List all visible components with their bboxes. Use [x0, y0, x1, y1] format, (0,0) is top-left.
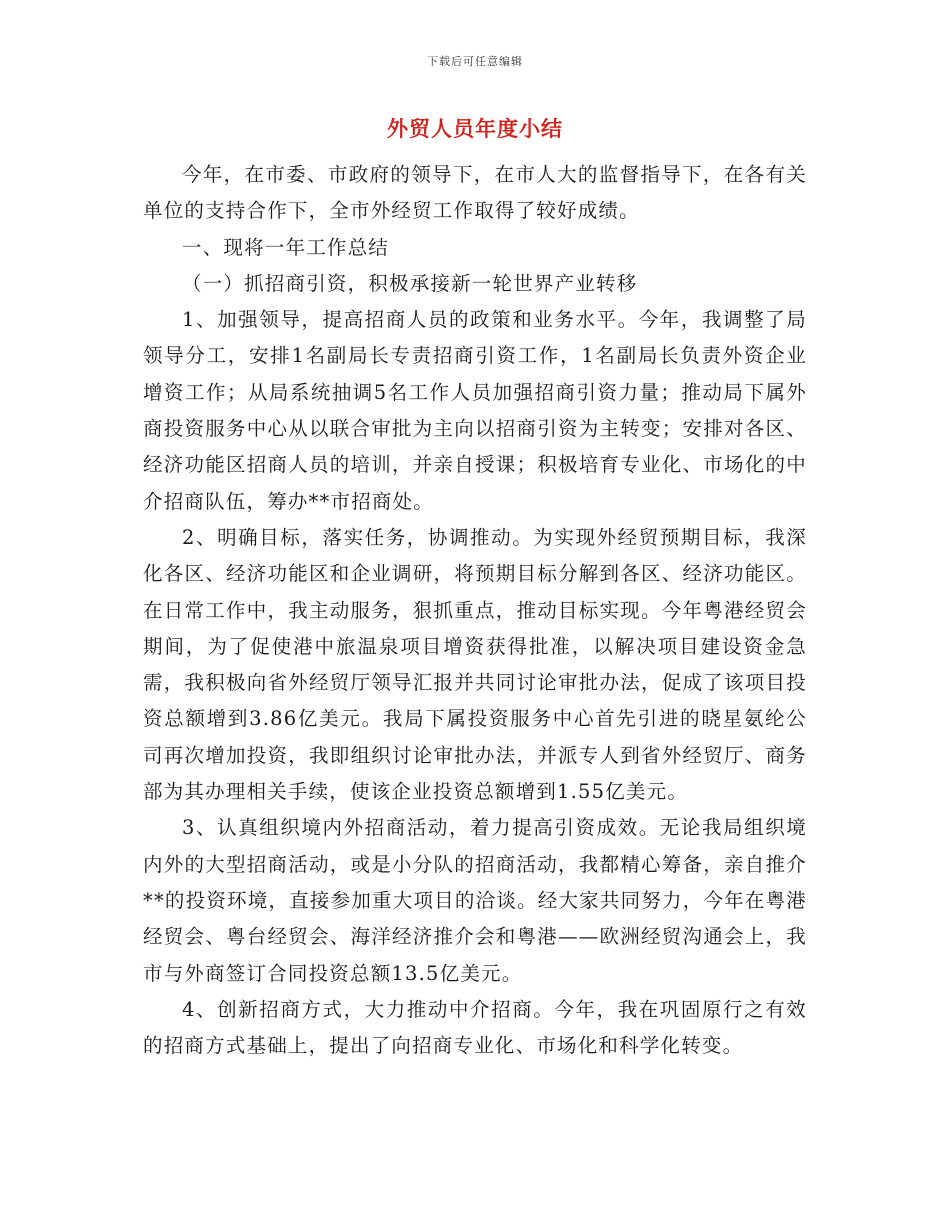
- section-heading-1: 一、现将一年工作总结: [182, 235, 390, 259]
- paragraph-intro: 今年，在市委、市政府的领导下，在市人大的监督指导下，在各有关单位的支持合作下，全市外经贸工作取得了较好成绩。: [143, 163, 807, 223]
- page-header-note: 下载后可任意编辑: [427, 55, 523, 68]
- document-title: 外贸人员年度小结: [387, 117, 563, 141]
- paragraph-item-1: 1、加强领导，提高招商人员的政策和业务水平。今年，我调整了局领导分工，安排1名副局长专责招商引资工作，1名副局长负责外资企业增资工作；从局系统抽调5名工作人员加强招商引资力量；推动局下属外商投资服务中心从以联合审批为主向以招商引资为主转变；安排对各区、经济功能区招商人员的培训，并亲自授课；积极培育专业化、市场化的中介招商队伍，筹办**市招商处。: [143, 308, 807, 513]
- paragraph-item-3: 3、认真组织境内外招商活动，着力提高引资成效。无论我局组织境内外的大型招商活动，或是小分队的招商活动，我都精心筹备，亲自推介**的投资环境，直接参加重大项目的洽谈。经大家共同努力，今年在粤港经贸会、粤台经贸会、海洋经济推介会和粤港——欧洲经贸沟通会上，我市与外商签订合同投资总额13.5亿美元。: [143, 816, 807, 985]
- paragraph-item-4: 4、创新招商方式，大力推动中介招商。今年，我在巩固原行之有效的招商方式基础上，提出了向招商专业化、市场化和科学化转变。: [143, 997, 807, 1058]
- subsection-heading-1: （一）抓招商引资，积极承接新一轮世界产业转移: [182, 271, 638, 295]
- document-body: [143, 157, 807, 1064]
- paragraph-item-2: 2、明确目标，落实任务，协调推动。为实现外经贸预期目标，我深化各区、经济功能区和企业调研，将预期目标分解到各区、经济功能区。在日常工作中，我主动服务，狠抓重点，推动目标实现。今年粤港经贸会期间，为了促使港中旅温泉项目增资获得批准，以解决项目建设资金急需，我积极向省外经贸厅领导汇报并共同讨论审批办法，促成了该项目投资总额增到3.86亿美元。我局下属投资服务中心首先引进的晓星氨纶公司再次增加投资，我即组织讨论审批办法，并派专人到省外经贸厅、商务部为其办理相关手续，使该企业投资总额增到1.55亿美元。: [143, 525, 807, 804]
